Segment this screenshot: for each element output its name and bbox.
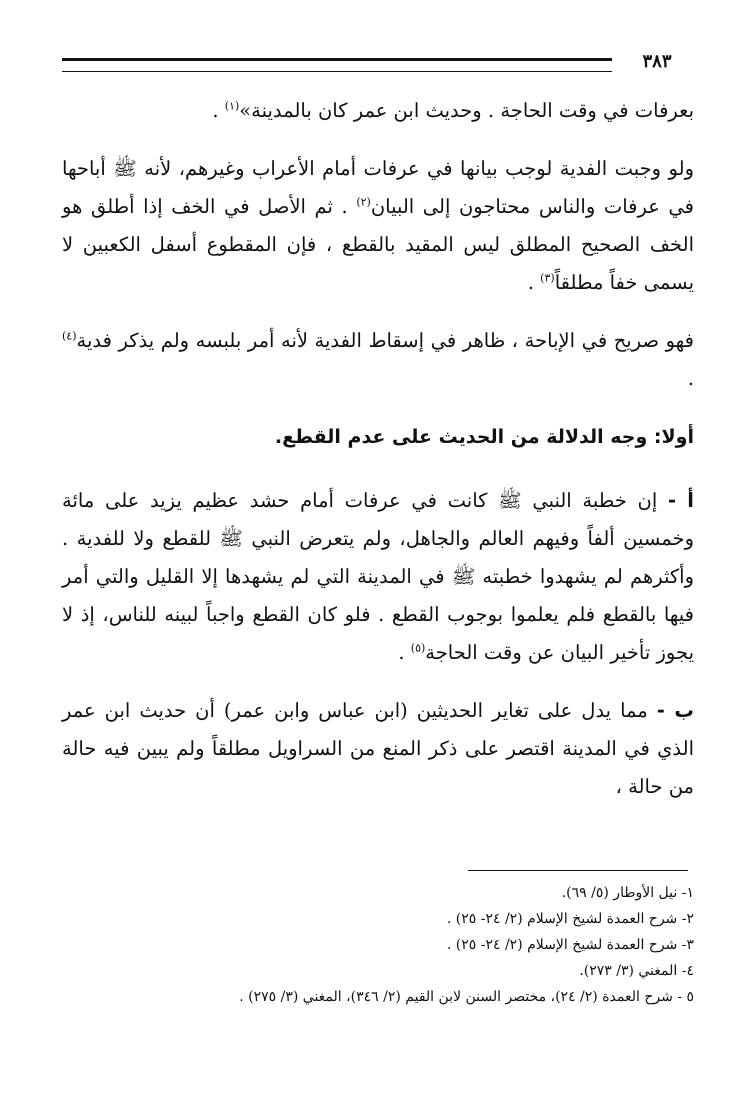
- footnote-ref-4: (٤): [62, 329, 77, 343]
- paragraph-2: [62, 150, 694, 302]
- point-a: [62, 482, 694, 672]
- footnote-ref-3: (٣): [540, 271, 555, 285]
- footnote-2: ٢- شرح العمدة لشيخ الإسلام (٢/ ٢٤- ٢٥) .: [446, 911, 694, 927]
- header-rule: [62, 58, 612, 72]
- paragraph-3: [62, 322, 694, 398]
- point-b-text: مما يدل على تغاير الحديثين (ابن عباس وابن عمر) أن حديث ابن عمر الذي في المدينة اقتصر على ذكر المنع من السراويل مطلقاً ولم يبين فيه حالة من حالة ،: [62, 699, 694, 798]
- footnote-ref-1: (١): [224, 99, 240, 113]
- paragraph-3-text: فهو صريح في الإباحة ، ظاهر في إسقاط الفدية لأنه أمر بلبسه ولم يذكر فدية: [76, 329, 694, 352]
- paragraph-2-end: .: [527, 271, 541, 294]
- point-a-end: .: [398, 641, 411, 664]
- footnote-5: ٥ - شرح العمدة (٢/ ٢٤)، مختصر السنن لابن القيم (٢/ ٣٤٦)، المغني (٣/ ٢٧٥) .: [239, 989, 694, 1005]
- paragraph-2-continuation: . ثم الأصل في الخف إذا أطلق هو الخف الصحيح المطلق ليس المقيد بالقطع ، فإن المقطوع أسفل الكعبين لا يسمى خفاً مطلقاً: [62, 195, 694, 294]
- section-heading: أولا: وجه الدلالة من الحديث على عدم القطع.: [274, 426, 694, 448]
- paragraph-1: [62, 92, 694, 130]
- point-b: [62, 692, 694, 806]
- footnotes: [62, 880, 694, 1010]
- footnote-1: ١- نيل الأوطار (٥/ ٦٩).: [561, 885, 694, 901]
- point-b-marker: ب -: [656, 699, 694, 722]
- paragraph-3-end: .: [687, 367, 694, 390]
- page-header: [62, 50, 692, 74]
- page-number: ٣٨٣: [642, 51, 672, 72]
- paragraph-1-end: .: [212, 99, 225, 122]
- paragraph-2-text: ولو وجبت الفدية لوجب بيانها في عرفات أمام الأعراب وغيرهم، لأنه ﷺ أباحها في عرفات والناس محتاجون إلى البيان: [62, 157, 695, 218]
- main-text: [62, 92, 694, 826]
- paragraph-1-text: بعرفات في وقت الحاجة . وحديث ابن عمر كان بالمدينة»: [239, 99, 694, 122]
- footnote-ref-5: (٥): [410, 641, 426, 655]
- point-a-marker: أ -: [667, 489, 694, 512]
- footnote-3: ٣- شرح العمدة لشيخ الإسلام (٢/ ٢٤- ٢٥) .: [446, 937, 694, 953]
- footnote-4: ٤- المغني (٣/ ٢٧٣).: [579, 963, 694, 979]
- footnote-ref-2: (٢): [356, 195, 371, 209]
- point-a-text: إن خطبة النبي ﷺ كانت في عرفات أمام حشد عظيم يزيد على مائة وخمسين ألفاً وفيهم العالم والجاهل، ولم يتعرض النبي ﷺ للقطع ولا للفدية . وأكثرهم لم يشهدوا خطبته ﷺ في المدينة التي لم يشهدها إلا القليل والتي أمر فيها بالقطع فلم يعلموا بوجوب القطع . فلو كان القطع واجباً لبينه للناس، إذ لا يجوز تأخير البيان عن وقت الحاجة: [62, 489, 694, 664]
- footnote-separator: [468, 870, 688, 871]
